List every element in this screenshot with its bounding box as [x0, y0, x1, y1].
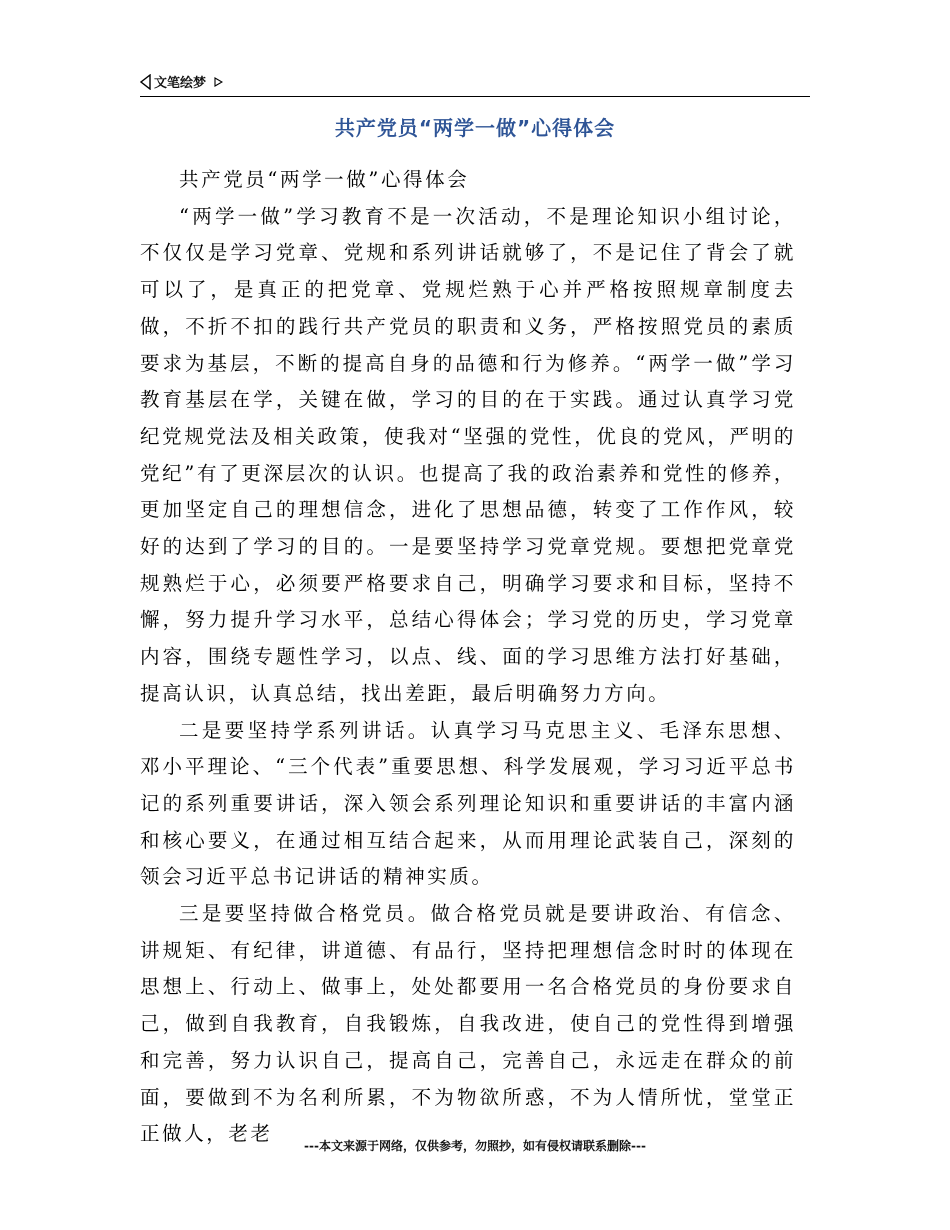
paragraph-1: “两学一做”学习教育不是一次活动，不是理论知识小组讨论，不仅仅是学习党章、党规和系列讲话就够了，不是记住了背会了就可以了，是真正的把党章、党规烂熟于心并严格按照规章制度去做，不折不扣的践行共产党员的职责和义务，严格按照党员的素质要求为基层，不断的提高自身的品德和行为修养。“两学一做”学习教育基层在学，关键在做，学习的目的在于实践。通过认真学习党纪党规党法及相关政策，使我对“坚强的党性，优良的党风，严明的党纪”有了更深层次的认识。也提高了我的政治素养和党性的修养，更加坚定自己的理想信念，进化了思想品德，转变了工作作风，较好的达到了学习的目的。一是要坚持学习党章党规。要想把党章党规熟烂于心，必须要严格要求自己，明确学习要求和目标，坚持不懈，努力提升学习水平，总结心得体会；学习党的历史，学习党章内容，围绕专题性学习，以点、线、面的学习思维方法打好基础，提高认识，认真总结，找出差距，最后明确努力方向。 — [140, 204, 796, 705]
brand-label: 文笔绘梦 — [154, 76, 207, 91]
paragraph-subtitle: 共产党员“两学一做”心得体会 — [179, 168, 470, 191]
paragraph-3: 三是要坚持做合格党员。做合格党员就是要讲政治、有信念、讲规矩、有纪律，讲道德、有品行，坚持把理想信念时时的体现在思想上、行动上、做事上，处处都要用一名合格党员的身份要求自己，做到自我教育，自我锻炼，自我改进，使自己的党性得到增强和完善，努力认识自己，提高自己，完善自己，永远走在群众的前面，要做到不为名利所累，不为物欲所惑，不为人情所忧，堂堂正正做人，老老 — [140, 902, 796, 1146]
triangle-right-outline-icon — [214, 77, 223, 87]
header-brand — [140, 72, 223, 91]
footer-disclaimer: ---本文来源于网络，仅供参考，勿照抄，如有侵权请联系删除--- — [304, 1139, 646, 1153]
document-body — [140, 162, 796, 1153]
triangle-left-outline-icon — [140, 74, 151, 90]
paragraph-2: 二是要坚持学系列讲话。认真学习马克思主义、毛泽东思想、邓小平理论、“三个代表”重要思想、科学发展观，学习习近平总书记的系列重要讲话，深入领会系列理论知识和重要讲话的丰富内涵和核心要义，在通过相互结合起来，从而用理论武装自己，深刻的领会习近平总书记讲话的精神实质。 — [140, 718, 796, 889]
document-title: 共产党员“两学一做”心得体会 — [334, 116, 616, 140]
page-header — [140, 70, 810, 97]
